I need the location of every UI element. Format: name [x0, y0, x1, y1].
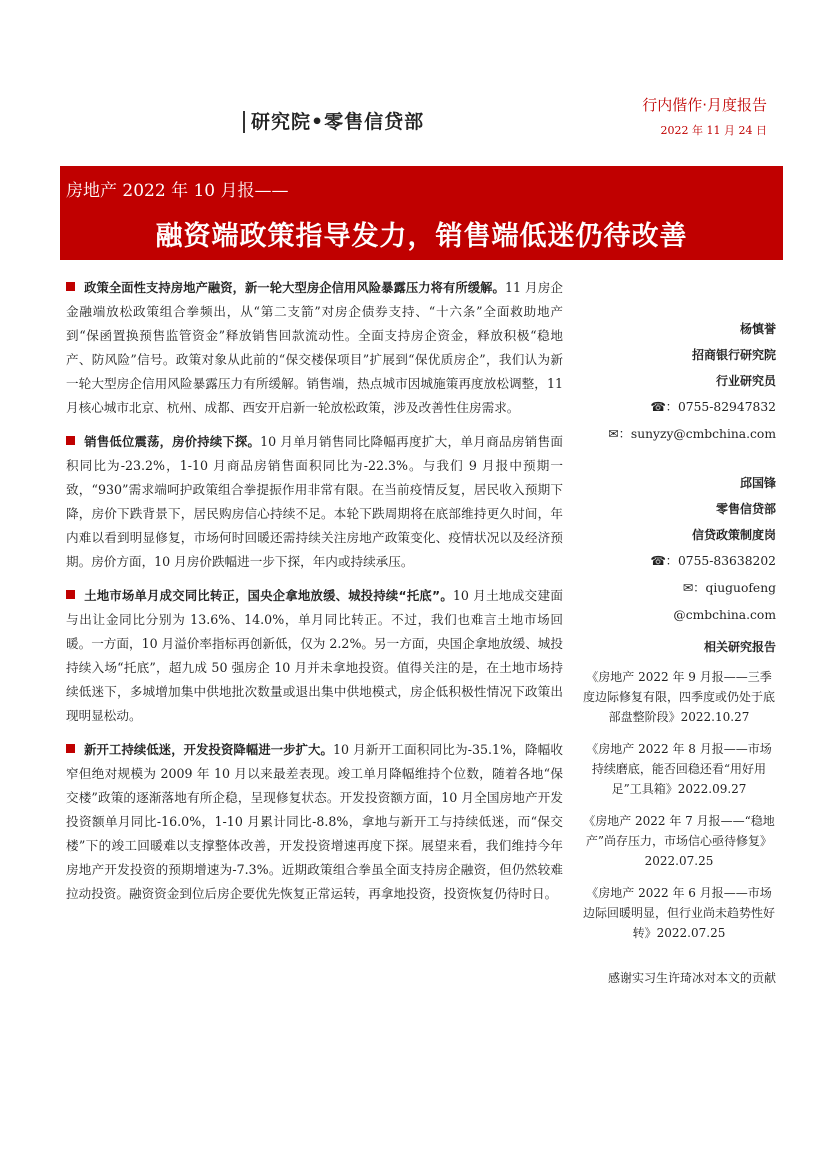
paragraph-heading: 土地市场单月成交同比转正，国央企拿地放缓、城投持续“托底”。 — [84, 589, 453, 603]
paragraph-heading: 政策全面性支持房地产融资，新一轮大型房企信用风险暴露压力将有所缓解。 — [84, 281, 505, 295]
paragraph-text: 10 月土地成交建面与出让金同比分别为 13.6%、14.0%，单月同比转正。不过，我们也难言土地市场回暖。一方面，10 月溢价率指标再创新低，仅为 2.2%。另一方面，央国企拿地放缓、城投持续入场“托底”，超九成 50 强房企 10 月并未拿地投资。值得关注的是，在土地市场持续低迷下，多城增加集中供地批次数量或退出集中供地模式，房企低积极性情况下政策出现明显松动。 — [66, 588, 563, 723]
author-name: 杨慎誉 — [739, 322, 776, 336]
bullet-square-icon — [66, 744, 75, 753]
author-email[interactable]: ✉：sunyzy@cmbchina.com — [608, 427, 776, 441]
author-phone: ☎：0755-82947832 — [650, 400, 776, 414]
report-date: 2022 年 11 月 24 日 — [660, 124, 767, 137]
paragraph-sales — [66, 430, 563, 574]
doc-type-label: 行内偕作·月度报告 — [642, 96, 767, 114]
author-block — [582, 470, 776, 622]
author-block — [582, 316, 776, 448]
main-content — [66, 276, 563, 916]
paragraph-text: 10 月单月销售同比降幅再度扩大，单月商品房销售面积同比为-23.2%，1-10 月商品房销售面积同比为-22.3%。与我们 9 月报中预期一致，“930”需求端呵护政策组合拳提振作用非常有限。在当前疫情反复，居民收入预期下降，房价下跌背景下，居民购房信心持续不足。本轮下跌周期将在底部维持更久时间，年内难以看到明显修复，市场何时回暖还需持续关注房地产政策变化、疫情状况以及经济预期。房价方面，10 月房价跌幅进一步下探，年内或持续承压。 — [66, 434, 563, 569]
related-reports-heading: 相关研究报告 — [703, 640, 776, 654]
bullet-square-icon — [66, 282, 75, 291]
author-org: 零售信贷部 — [715, 502, 776, 516]
related-report-item[interactable]: 《房地产 2022 年 8 月报——市场持续磨底，能否回稳还看“用好用足”工具箱》2022.09.27 — [586, 742, 772, 796]
author-org: 招商银行研究院 — [691, 348, 776, 362]
bullet-square-icon — [66, 436, 75, 445]
related-report-item[interactable]: 《房地产 2022 年 9 月报——三季度边际修复有限，四季度或仍处于底部盘整阶段》2022.10.27 — [582, 670, 775, 724]
banner-subtitle: 房地产 2022 年 10 月报—— — [66, 181, 289, 201]
paragraph-heading: 新开工持续低迷，开发投资降幅进一步扩大。 — [84, 743, 333, 757]
author-phone: ☎：0755-83638202 — [650, 554, 776, 568]
acknowledgement: 感谢实习生许琦冰对本文的贡献 — [607, 971, 776, 985]
bullet-square-icon — [66, 590, 75, 599]
author-name: 邱国锋 — [739, 476, 776, 490]
author-title: 信贷政策制度岗 — [691, 528, 776, 542]
paragraph-investment — [66, 738, 563, 906]
paragraph-text: 11 月房企金融端放松政策组合拳频出，从“第二支箭”对房企债券支持、“十六条”全面救助地产到“保函置换预售监管资金”释放销售回款流动性。全面支持房企资金，释放积极“稳地产、防风险”信号。政策对象从此前的“保交楼保项目”扩展到“保优质房企”，我们认为新一轮大型房企信用风险暴露压力有所缓解。销售端，热点城市因城施策再度放松调整，11 月核心城市北京、杭州、成都、西安开启新一轮放松政策，涉及改善性住房需求。 — [66, 280, 563, 415]
department-label: 研究院•零售信贷部 — [243, 111, 424, 133]
paragraph-text: 10 月新开工面积同比为-35.1%，降幅收窄但绝对规模为 2009 年 10 月以来最差表现。竣工单月降幅维持个位数，随着各地“保交楼”政策的逐渐落地有所企稳，呈现修复状态。开发投资额方面，10 月全国房地产开发投资额单月同比-16.0%，1-10 月累计同比-8.8%，拿地与新开工与持续低迷，而“保交楼”下的竣工回暖难以支撑整体改善，开发投资增速再度下探。展望来看，我们维持今年房地产开发投资的预期增速为-7.3%。近期政策组合拳虽全面支持房企融资，但仍然较难拉动投资。融资资金到位后房企要优先恢复正常运转，再拿地投资，投资恢复仍待时日。 — [66, 742, 563, 901]
paragraph-financing — [66, 276, 563, 420]
paragraph-land — [66, 584, 563, 728]
author-email[interactable]: ✉：qiuguofeng @cmbchina.com — [673, 581, 776, 622]
title-banner — [60, 166, 783, 260]
author-title: 行业研究员 — [715, 374, 776, 388]
sidebar — [582, 316, 776, 986]
related-report-item[interactable]: 《房地产 2022 年 6 月报——市场边际回暖明显，但行业尚未趋势性好转》2022.07.25 — [582, 886, 775, 940]
related-report-item[interactable]: 《房地产 2022 年 7 月报——“稳地产”尚存压力，市场信心亟待修复》2022.07.25 — [583, 814, 775, 868]
paragraph-heading: 销售低位震荡，房价持续下探。 — [84, 435, 261, 449]
report-title: 融资端政策指导发力，销售端低迷仍待改善 — [155, 221, 688, 252]
